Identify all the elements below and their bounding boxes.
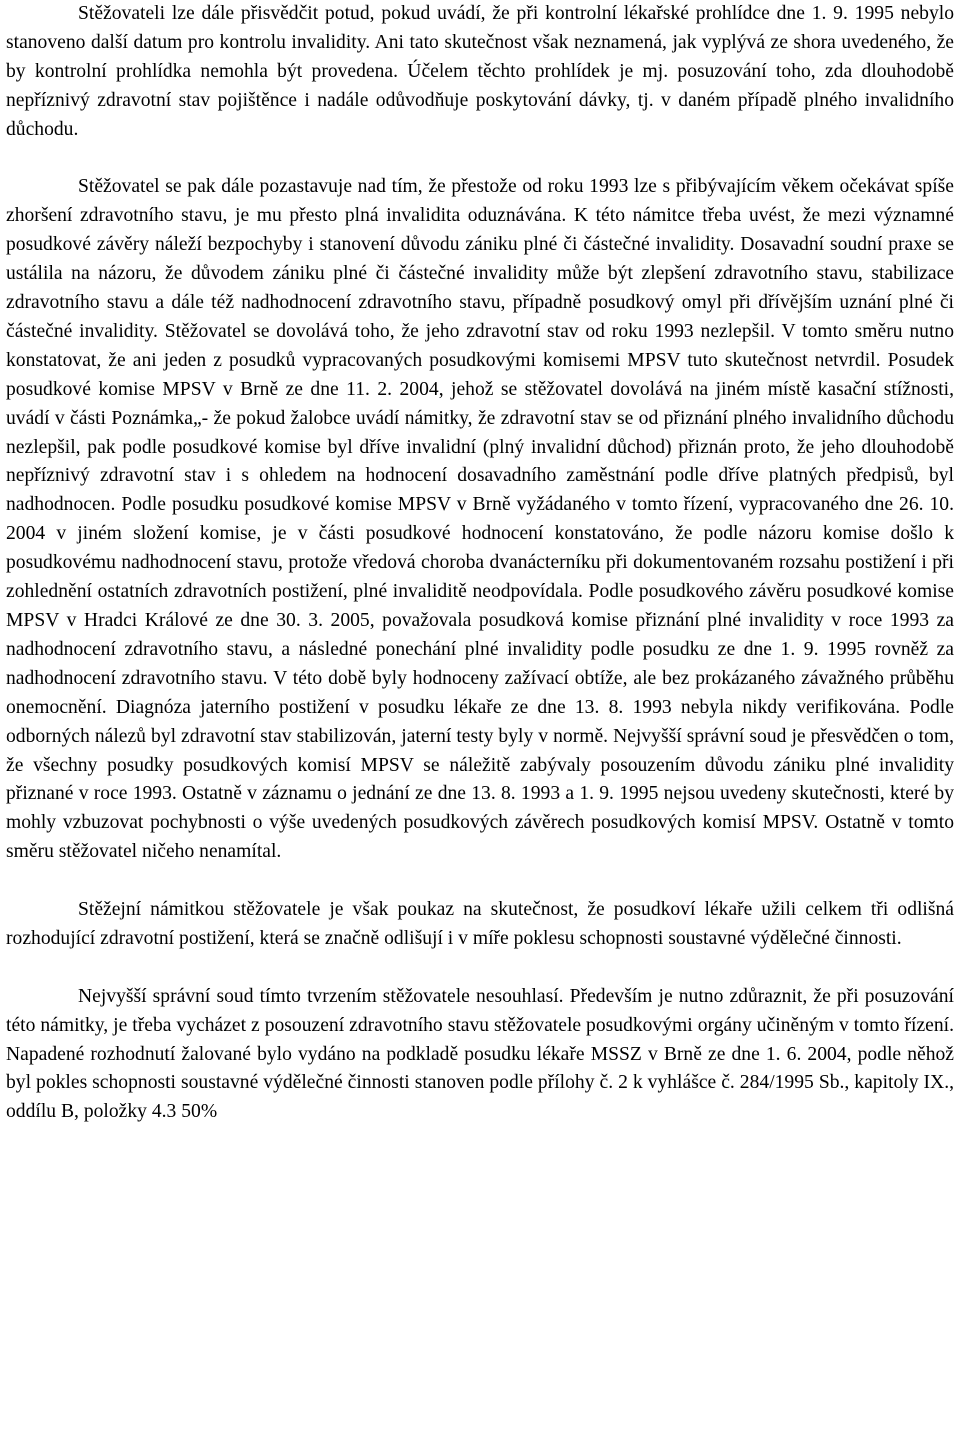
paragraph-spacer [6, 145, 954, 174]
document-page [6, 0, 954, 1127]
paragraph-4: Nejvyšší správní soud tímto tvrzením stěžovatele nesouhlasí. Především je nutno zdůraznit, že při posuzování této námitky, je třeba vycházet z posouzení zdravotního stavu stěžovatele posudkovými orgány učiněným v tomto řízení. Napadené rozhodnutí žalované bylo vydáno na podkladě posudku lékaře MSSZ v Brně ze dne 1. 6. 2004, podle něhož byl pokles schopnosti soustavné výdělečné činnosti stanoven podle přílohy č. 2 k vyhlášce č. 284/1995 Sb., kapitoly IX., oddílu B, položky 4.3 50% [6, 985, 954, 1123]
paragraph-1: Stěžovateli lze dále přisvědčit potud, pokud uvádí, že při kontrolní lékařské prohlídce dne 1. 9. 1995 nebylo stanoveno další datum pro kontrolu invalidity. Ani tato skutečnost však neznamená, jak vyplývá ze shora uvedeného, že by kontrolní prohlídka nemohla být provedena. Účelem těchto prohlídek je mj. posuzování toho, zda dlouhodobě nepříznivý zdravotní stav pojištěnce i nadále odůvodňuje poskytování dávky, tj. v daném případě plného invalidního důchodu. [6, 3, 954, 140]
paragraph-2: Stěžovatel se pak dále pozastavuje nad tím, že přestože od roku 1993 lze s přibývajícím věkem očekávat spíše zhoršení zdravotního stavu, je mu přesto plná invalidita oduznávána. K této námitce třeba uvést, že mezi významné posudkové závěry náleží bezpochyby i stanovení důvodu zániku plné či částečné invalidity. Dosavadní soudní praxe se ustálila na názoru, že důvodem zániku plné či částečné invalidity může být zlepšení zdravotního stavu, stabilizace zdravotního stavu a dále též nadhodnocení zdravotního stavu, případně posudkový omyl při dřívějším uznání plné či částečné invalidity. Stěžovatel se dovolává toho, že jeho zdravotní stav od roku 1993 nezlepšil. V tomto směru nutno konstatovat, že ani jeden z posudků vypracovaných posudkovými komisemi MPSV tuto skutečnost netvrdil. Posudek posudkové komise MPSV v Brně ze dne 11. 2. 2004, jehož se stěžovatel dovolává na jiném místě kasační stížnosti, uvádí v části Poznámka„- že pokud žalobce uvádí námitky, že zdravotní stav se od přiznání plného invalidního důchodu nezlepšil, pak podle posudkové komise byl dříve invalidní (plný invalidní důchod) přiznán proto, že jeho dlouhodobě nepříznivý zdravotní stav i s ohledem na hodnocení dosavadního zaměstnání podle dříve platných předpisů, byl nadhodnocen. Podle posudku posudkové komise MPSV v Brně vyžádaného v tomto řízení, vypracovaného dne 26. 10. 2004 v jiném složení komise, je v části posudkové hodnocení konstatováno, že podle názoru komise došlo k posudkovému nadhodnocení stavu, protože vředová choroba dvanácterníku při dokumentovaném rozsahu postižení i při zohlednění ostatních zdravotních postižení, plné invaliditě neodpovídala. Podle posudkového závěru posudkové komise MPSV v Hradci Králové ze dne 30. 3. 2005, považovala posudková komise přiznání plné invalidity v roce 1993 za nadhodnocení zdravotního stavu, a následné ponechání plné invalidity podle posudku ze dne 1. 9. 1995 rovněž za nadhodnocení zdravotního stavu. V této době byly hodnoceny zažívací obtíže, ale bez prokázaného závažného průběhu onemocnění. Diagnóza jaterního postižení v posudku lékaře ze dne 13. 8. 1993 nebyla nikdy verifikována. Podle odborných nálezů byl zdravotní stav stabilizován, jaterní testy byly v normě. Nejvyšší správní soud je přesvědčen o tom, že všechny posudky posudkových komisí MPSV se náležitě zabývaly posouzením důvodu zániku plné invalidity přiznané v roce 1993. Ostatně v záznamu o jednání ze dne 13. 8. 1993 a 1. 9. 1995 nejsou uvedeny skutečnosti, které by mohly vzbuzovat pochybnosti o výše uvedených posudkových závěrech posudkových komisí MPSV. Ostatně v tomto směru stěžovatel ničeho nenamítal. [6, 176, 954, 863]
paragraph-spacer [6, 954, 954, 983]
paragraph-spacer [6, 867, 954, 896]
paragraph-3: Stěžejní námitkou stěžovatele je však poukaz na skutečnost, že posudkoví lékaře užili celkem tři odlišná rozhodující zdravotní postižení, která se značně odlišují i v míře poklesu schopnosti soustavné výdělečné činnosti. [6, 899, 954, 949]
